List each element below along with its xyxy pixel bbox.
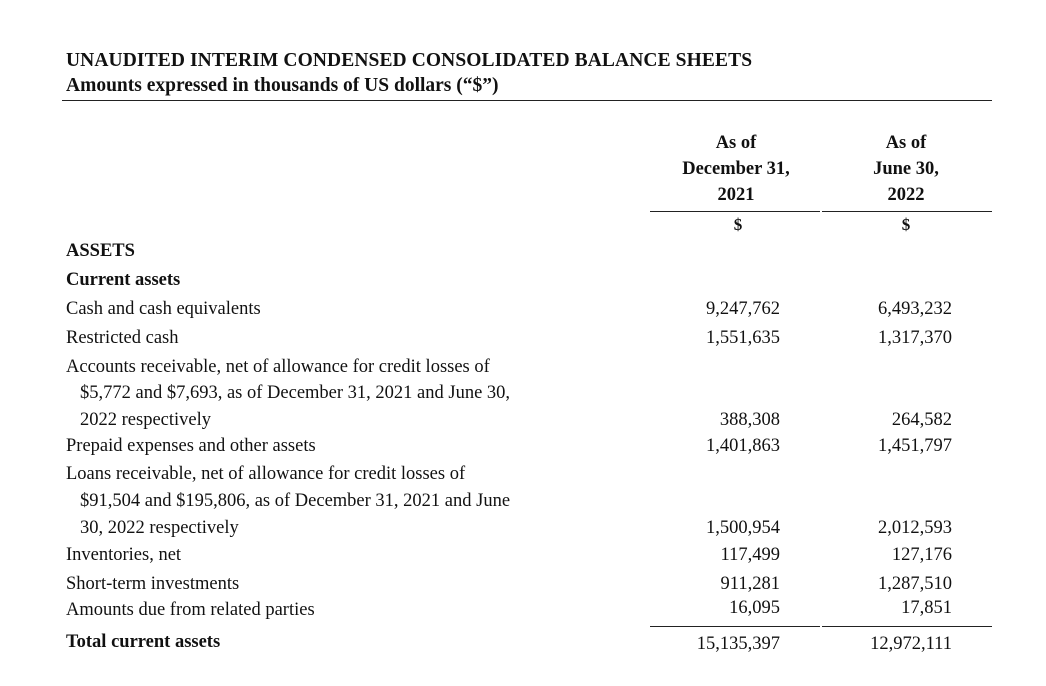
row-label-loans-receivable-cont: $91,504 and $195,806, as of December 31, 2021 and June [80, 491, 511, 511]
column-header-line: December 31, [682, 159, 790, 179]
row-label-loans-receivable-cont: 30, 2022 respectively [80, 518, 239, 538]
column-header-line: As of [715, 133, 757, 153]
value-loans-receivable-2022: 2,012,593 [878, 518, 952, 538]
section-heading-assets: ASSETS [66, 241, 135, 261]
row-label-total-current-assets: Total current assets [66, 632, 221, 652]
column-header-rule [822, 211, 992, 212]
row-label-short-term-investments: Short-term investments [66, 574, 240, 594]
value-cash-2021: 9,247,762 [706, 299, 780, 319]
column-currency-2022: $ [901, 215, 911, 234]
column-header-rule [650, 211, 820, 212]
section-heading-current-assets: Current assets [66, 270, 181, 290]
document-title: UNAUDITED INTERIM CONDENSED CONSOLIDATED BALANCE SHEETS [66, 50, 753, 71]
row-label-accounts-receivable-cont: $5,772 and $7,693, as of December 31, 2021 and June 30, [80, 383, 511, 403]
value-accounts-receivable-2021: 388,308 [719, 410, 780, 430]
title-divider [62, 100, 992, 101]
value-total-current-assets-2022: 12,972,111 [870, 634, 952, 654]
value-accounts-receivable-2022: 264,582 [891, 410, 952, 430]
row-label-accounts-receivable-cont: 2022 respectively [80, 410, 211, 430]
column-header-2022 [826, 130, 986, 208]
column-header-2021 [656, 130, 816, 208]
value-related-parties-2022: 17,851 [901, 598, 952, 618]
column-currency-2021: $ [733, 215, 743, 234]
value-cash-2022: 6,493,232 [878, 299, 952, 319]
value-short-term-investments-2022: 1,287,510 [878, 574, 952, 594]
total-rule [650, 626, 820, 627]
column-header-line: As of [885, 133, 927, 153]
value-loans-receivable-2021: 1,500,954 [706, 518, 780, 538]
row-label-restricted-cash: Restricted cash [66, 328, 179, 348]
value-inventories-2022: 127,176 [891, 545, 952, 565]
row-label-related-parties: Amounts due from related parties [66, 600, 315, 620]
value-prepaid-expenses-2022: 1,451,797 [878, 436, 952, 456]
value-prepaid-expenses-2021: 1,401,863 [706, 436, 780, 456]
value-inventories-2021: 117,499 [720, 545, 780, 565]
row-label-cash: Cash and cash equivalents [66, 299, 261, 319]
value-restricted-cash-2021: 1,551,635 [706, 328, 780, 348]
value-restricted-cash-2022: 1,317,370 [878, 328, 952, 348]
column-header-line: 2022 [887, 185, 925, 205]
value-short-term-investments-2021: 911,281 [720, 574, 780, 594]
row-label-loans-receivable: Loans receivable, net of allowance for credit losses of [66, 464, 466, 484]
value-related-parties-2021: 16,095 [729, 598, 780, 618]
row-label-prepaid-expenses: Prepaid expenses and other assets [66, 436, 316, 456]
column-header-line: 2021 [717, 185, 755, 205]
document-subtitle: Amounts expressed in thousands of US dollars (“$”) [66, 75, 499, 96]
column-header-line: June 30, [873, 159, 939, 179]
row-label-accounts-receivable: Accounts receivable, net of allowance for credit losses of [66, 357, 490, 377]
total-rule [822, 626, 992, 627]
row-label-inventories: Inventories, net [66, 545, 182, 565]
value-total-current-assets-2021: 15,135,397 [696, 634, 780, 654]
